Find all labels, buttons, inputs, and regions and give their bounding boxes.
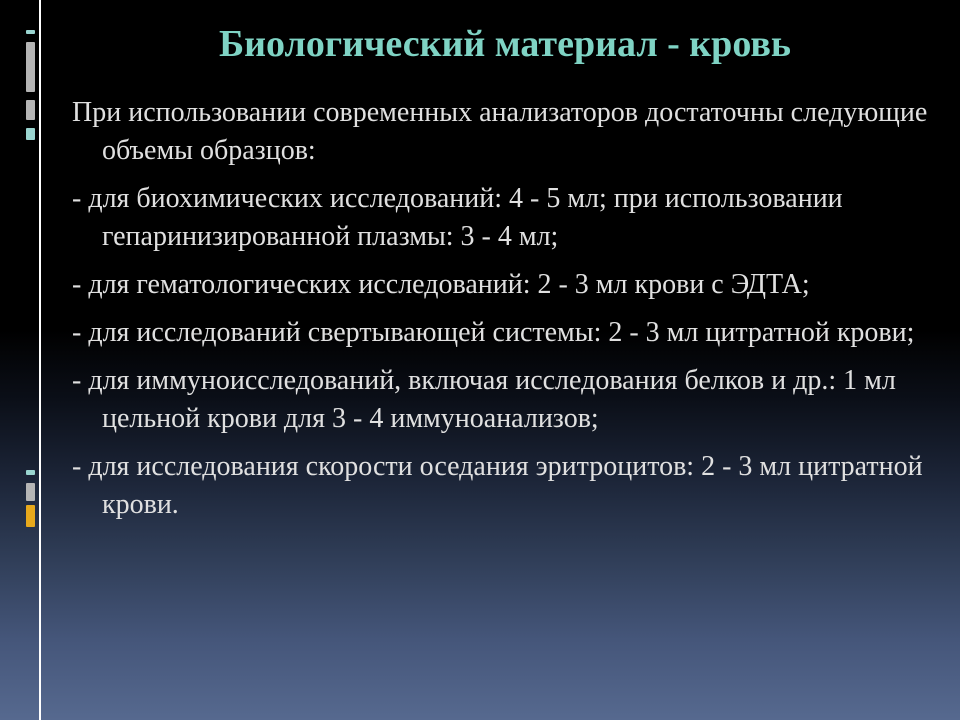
list-item: - для исследования скорости оседания эритроцитов: 2 - 3 мл цитратной крови. xyxy=(72,451,923,520)
list-item: - для иммуноисследований, включая исследования белков и др.: 1 мл цельной крови для 3 - 4 иммуноанализов; xyxy=(72,365,896,434)
left-vertical-rule xyxy=(39,0,41,720)
decor-bar xyxy=(26,505,35,527)
decor-bar xyxy=(26,483,35,501)
slide-title: Биологический материал - кровь xyxy=(218,23,791,65)
decor-bar xyxy=(26,470,35,475)
slide-body xyxy=(72,94,942,534)
decor-bar xyxy=(26,100,35,120)
list-item: - для гематологических исследований: 2 - 3 мл крови с ЭДТА; xyxy=(72,269,810,300)
list-item: - для биохимических исследований: 4 - 5 мл; при использовании гепаринизированной плазмы: 3 - 4 мл; xyxy=(72,183,843,252)
list-item: - для исследований свертывающей системы: 2 - 3 мл цитратной крови; xyxy=(72,317,915,348)
intro-paragraph: При использовании современных анализаторов достаточны следующие объемы образцов: xyxy=(72,97,928,166)
decor-bar xyxy=(26,128,35,140)
